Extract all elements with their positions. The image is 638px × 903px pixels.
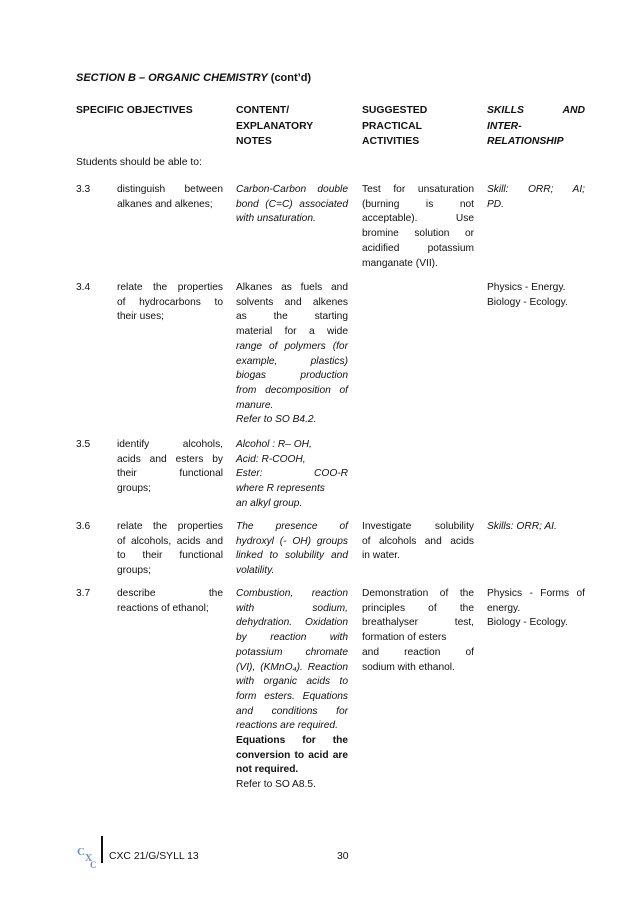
intro-text: Students should be able to:	[76, 157, 202, 168]
content-line: reactions are required.	[236, 720, 338, 732]
content-line: solvents and alkenes	[236, 296, 348, 308]
header-skills	[487, 103, 585, 150]
header-activities-line: SUGGESTED	[362, 105, 428, 116]
section-title-main: SECTION B – ORGANIC CHEMISTRY	[76, 72, 268, 84]
activity-line: and reaction of	[362, 646, 474, 658]
content-bold-line: not required.	[236, 764, 299, 776]
objective-line: describe the	[117, 588, 223, 599]
content-bold-line: conversion to acid are	[236, 749, 348, 761]
skills-line: Biology - Ecology.	[487, 296, 568, 308]
row-number: 3.7	[76, 588, 91, 599]
header-objectives-line: SPECIFIC OBJECTIVES	[76, 105, 193, 116]
content-line: where R represents	[236, 483, 325, 495]
cxc-logo-letter: C	[77, 846, 85, 858]
footer-code: CXC 21/G/SYLL 13	[109, 851, 199, 862]
content-line: with organic acids to	[236, 676, 348, 688]
header-activities-line: PRACTICAL	[362, 120, 423, 132]
skills-line: Biology - Ecology.	[487, 617, 568, 629]
page-number: 30	[337, 851, 349, 862]
content-line: Refer to SO B4.2.	[236, 414, 317, 426]
content-bold-line: Equations for the	[236, 735, 348, 747]
row-content	[236, 438, 348, 512]
content-line: from decomposition of	[236, 384, 348, 396]
header-content	[236, 103, 313, 150]
skills-line: Physics - Energy.	[487, 282, 566, 293]
row-content	[236, 281, 348, 428]
content-line: bond (C=C) associated	[236, 198, 348, 210]
content-line: Alkanes as fuels and	[236, 282, 348, 293]
content-line: hydroxyl (- OH) groups	[236, 535, 348, 547]
content-line: The presence of	[236, 521, 348, 532]
activity-line: Investigate solubility	[362, 521, 474, 532]
content-line: linked to solubility and	[236, 550, 348, 562]
objective-line: their uses;	[117, 311, 164, 323]
row-skills	[487, 587, 585, 631]
objective-line: groups;	[117, 565, 151, 577]
activity-line: bromine solution or	[362, 228, 474, 240]
row-skills	[487, 281, 585, 310]
activity-line: of alcohols and acids	[362, 535, 474, 547]
row-objective	[117, 520, 223, 579]
header-activities-line: ACTIVITIES	[362, 136, 420, 147]
objective-line: relate the properties	[117, 282, 223, 293]
content-line: potassium chromate	[236, 646, 348, 658]
content-line: Carbon-Carbon double	[236, 184, 348, 195]
objective-line: identify alcohols,	[117, 439, 223, 450]
row-activities	[362, 587, 474, 675]
row-content	[236, 520, 348, 579]
activity-line: sodium with ethanol.	[362, 661, 455, 673]
content-line: with unsaturation.	[236, 213, 316, 225]
content-reference: Refer to SO A8.5.	[236, 779, 316, 791]
row-objective	[117, 587, 223, 616]
footer-divider	[101, 836, 103, 863]
skills-line: Skill: ORR; AI;	[487, 184, 585, 195]
section-title-suffix: (cont’d)	[267, 72, 312, 84]
skills-line: energy.	[487, 602, 521, 614]
content-line: material for a wide	[236, 326, 348, 338]
content-line: manure.	[236, 399, 274, 411]
content-line: Combustion, reaction	[236, 588, 348, 599]
cxc-logo-letter: X	[85, 853, 93, 864]
content-line: an alkyl group.	[236, 497, 303, 509]
row-number: 3.3	[76, 184, 91, 195]
row-objective	[117, 183, 223, 212]
content-line: example, plastics)	[236, 355, 348, 367]
activity-line: breathalyser test,	[362, 617, 474, 629]
cxc-logo-letter: C	[90, 860, 97, 869]
content-line: volatility.	[236, 565, 275, 577]
row-content	[236, 587, 348, 793]
skills-line: PD.	[487, 198, 504, 210]
content-line: dehydration. Oxidation	[236, 617, 348, 629]
objective-line: distinguish between	[117, 184, 223, 195]
activity-line: Demonstration of the	[362, 588, 474, 599]
row-skills	[487, 520, 585, 535]
row-activities	[362, 183, 474, 271]
objective-line: acids and esters by	[117, 453, 223, 465]
header-skills-line: INTER-	[487, 120, 522, 132]
objective-line: alkanes and alkenes;	[117, 198, 213, 210]
objective-line: of alcohols, acids and	[117, 535, 223, 547]
content-line: biogas production	[236, 370, 348, 382]
row-objective	[117, 281, 223, 325]
activity-line: Test for unsaturation	[362, 184, 474, 195]
skills-line: Skills: ORR; AI.	[487, 521, 557, 532]
row-number: 3.6	[76, 521, 91, 532]
header-objectives	[76, 103, 193, 119]
header-skills-line: SKILLS AND	[487, 105, 585, 116]
content-line: as the starting	[236, 311, 348, 323]
activity-line: in water.	[362, 550, 400, 562]
header-content-line: CONTENT/	[236, 105, 290, 116]
activity-line: acceptable). Use	[362, 213, 474, 225]
activity-line: manganate (VII).	[362, 257, 438, 269]
header-activities	[362, 103, 427, 150]
content-line: range of polymers (for	[236, 340, 348, 352]
objective-line: groups;	[117, 483, 151, 495]
row-skills	[487, 183, 585, 212]
content-line: by reaction with	[236, 632, 348, 644]
content-line: Ester: COO-R	[236, 468, 348, 480]
objective-line: of hydrocarbons to	[117, 296, 223, 308]
content-line: (VI), (KMnO₄). Reaction	[236, 661, 348, 673]
objective-line: to their functional	[117, 550, 223, 562]
activity-line: acidified potassium	[362, 242, 474, 254]
activity-line: principles of the	[362, 602, 474, 614]
row-content	[236, 183, 348, 227]
cxc-logo-icon	[76, 843, 100, 869]
row-objective	[117, 438, 223, 497]
row-number: 3.4	[76, 282, 91, 293]
activity-line: formation of esters	[362, 632, 447, 644]
row-number: 3.5	[76, 439, 91, 450]
content-line: Alcohol : R– OH,	[236, 439, 312, 450]
skills-line: Physics - Forms of	[487, 588, 585, 599]
header-content-line: NOTES	[236, 136, 272, 147]
content-line: and conditions for	[236, 705, 348, 717]
section-title	[76, 72, 311, 84]
activity-line: (burning is not	[362, 198, 474, 210]
row-activities	[362, 520, 474, 564]
objective-line: their functional	[117, 468, 223, 480]
content-line: form esters. Equations	[236, 690, 348, 702]
content-line: Acid: R-COOH,	[236, 453, 306, 465]
header-content-line: EXPLANATORY	[236, 120, 314, 132]
objective-line: relate the properties	[117, 521, 223, 532]
objective-line: reactions of ethanol;	[117, 602, 209, 614]
header-skills-line: RELATIONSHIP	[487, 136, 564, 147]
content-line: with sodium,	[236, 602, 348, 614]
